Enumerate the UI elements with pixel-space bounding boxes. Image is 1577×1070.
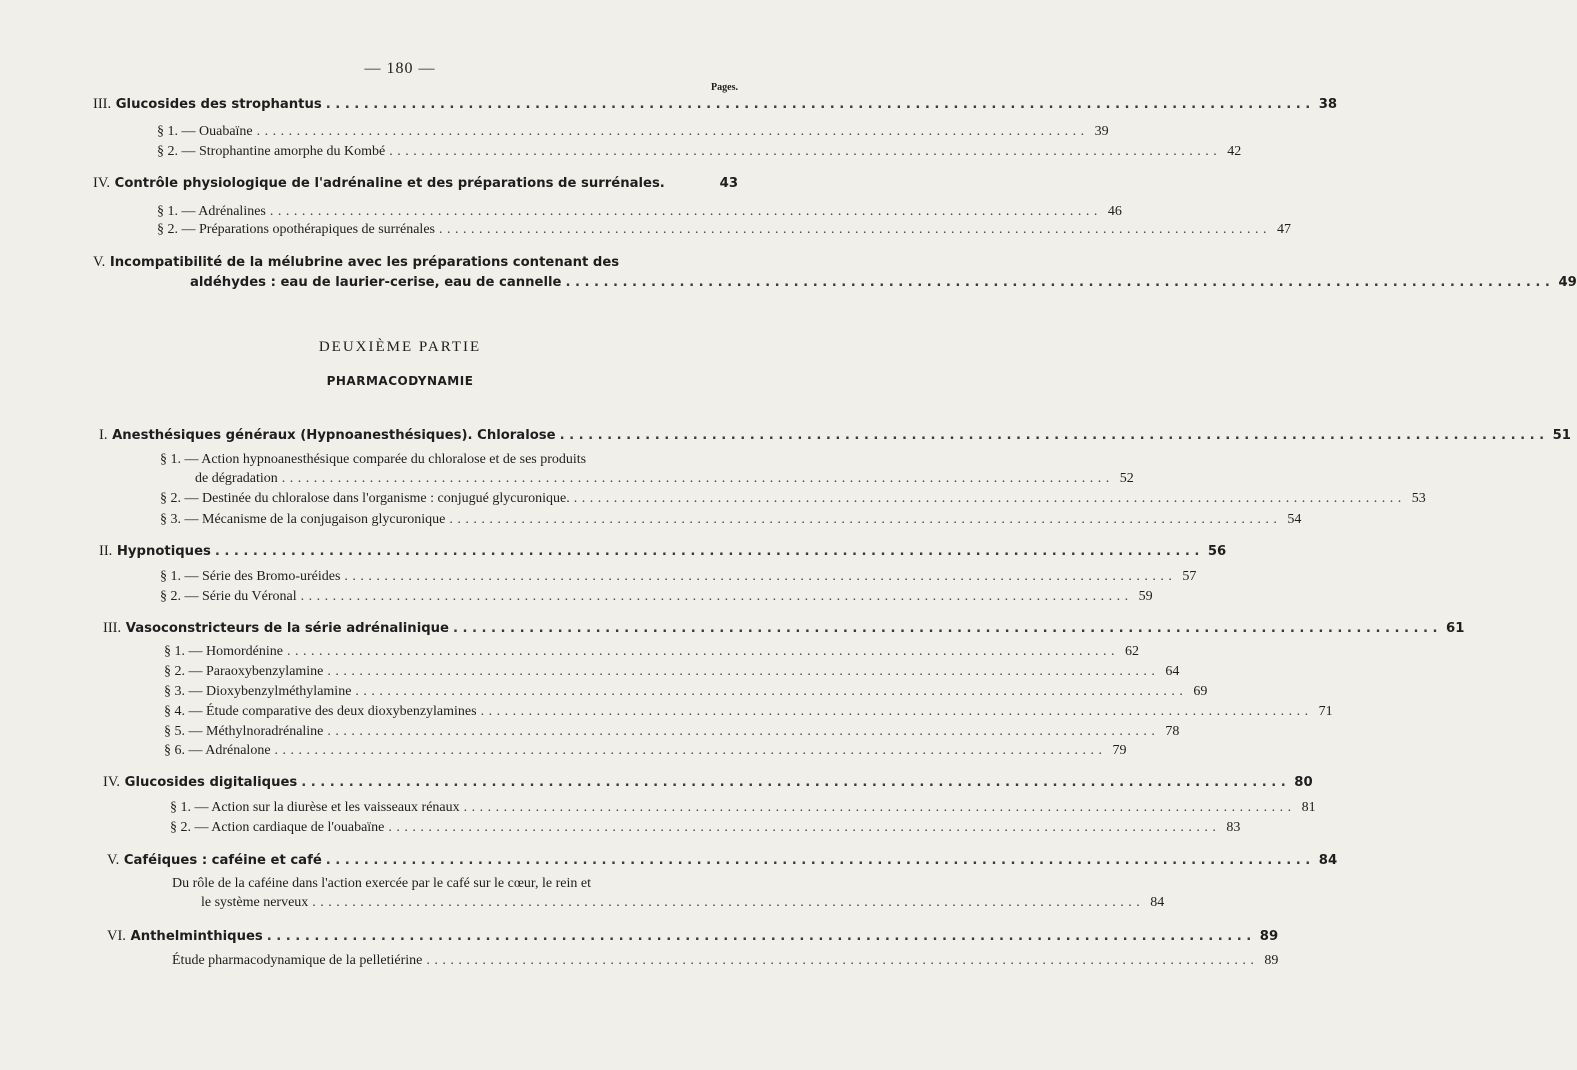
subsection-label: § 1. — Homordénine — [164, 644, 283, 659]
page-ref: 89 — [1259, 929, 1279, 944]
toc-subsection-continuation — [195, 469, 1134, 489]
toc-subsection — [157, 122, 1109, 142]
toc-subsection — [160, 567, 1197, 587]
page-ref: 84 — [1318, 853, 1338, 868]
subsection-label: § 2. — Série du Véronal — [160, 589, 297, 604]
subsection-label: § 1. — Action hypnoanesthésique comparée du chloralose et de ses produits — [160, 452, 587, 467]
section-title: Glucosides des strophantus — [115, 97, 322, 112]
page-ref: 43 — [719, 176, 738, 191]
leader-dots: ........................................................................................................ — [256, 124, 1089, 139]
leader-dots: ........................................................................................................ — [463, 800, 1296, 815]
subsection-label: § 1. — Série des Bromo-uréides — [160, 569, 341, 584]
subsection-label-continued: de dégradation — [195, 471, 278, 486]
page-ref: 69 — [1193, 684, 1208, 699]
toc-subsection — [170, 818, 1241, 838]
toc-section-continuation — [190, 273, 1577, 293]
subsection-label: § 2. — Strophantine amorphe du Kombé — [157, 144, 386, 159]
page-ref: 64 — [1165, 664, 1180, 679]
page-ref: 80 — [1294, 775, 1313, 790]
toc-subsection — [160, 489, 1426, 509]
leader-dots: ........................................................................................................ — [266, 929, 1256, 944]
page-ref: 42 — [1227, 144, 1242, 159]
subsection-label: Étude pharmacodynamique de la pelletiérine — [172, 953, 423, 968]
toc-section-incompatibility: V. Incompatibilité de la mélubrine avec les préparations contenant des — [93, 254, 620, 270]
section-title: Caféiques : caféine et café — [123, 853, 322, 868]
page-ref: 39 — [1094, 124, 1109, 139]
leader-dots: ........................................................................................................ — [274, 743, 1107, 758]
leader-dots: ........................................................................................................ — [565, 275, 1555, 290]
toc-subsection — [164, 642, 1139, 662]
page-ref: 71 — [1318, 704, 1333, 719]
leader-dots: ........................................................................................................ — [426, 953, 1259, 968]
part-subtitle: PHARMACODYNAMIE — [326, 374, 474, 388]
leader-dots: ........................................................................................................ — [325, 853, 1315, 868]
leader-dots: ........................................................................................................ — [559, 428, 1549, 443]
part-title: DEUXIÈME PARTIE — [318, 339, 482, 355]
leader-dots: ........................................................................................................ — [438, 222, 1271, 237]
leader-dots: ........................................................................................................ — [573, 491, 1406, 506]
leader-dots: ........................................................................................................ — [325, 97, 1315, 112]
page-ref: 38 — [1318, 97, 1338, 112]
page-ref: 52 — [1119, 471, 1134, 486]
toc-section-hypnotics: II. Hypnotiques ........................................................................................................ 56 — [99, 541, 738, 561]
toc-subsection — [160, 510, 1302, 530]
toc-subsection-continuation — [201, 893, 1165, 913]
leader-dots: ........................................................................................................ — [301, 775, 1291, 790]
toc-subsection — [157, 142, 1242, 162]
toc-section-adrenaline-control: IV. Contrôle physiologique de l'adrénaline et des préparations de surrénales. 43 — [93, 173, 738, 193]
subsection-label: § 2. — Préparations opothérapiques de surrénales — [157, 222, 435, 237]
pages-column-label: Pages. — [711, 82, 738, 93]
section-title: Hypnotiques — [116, 544, 211, 559]
leader-dots: ........................................................................................................ — [327, 724, 1160, 739]
subsection-label: § 5. — Méthylnoradrénaline — [164, 724, 324, 739]
page-ref: 57 — [1182, 569, 1197, 584]
subsection-label: § 1. — Ouabaïne — [157, 124, 253, 139]
toc-subsection — [170, 798, 1316, 818]
page-ref: 49 — [1558, 275, 1577, 290]
leader-dots: ........................................................................................................ — [388, 820, 1221, 835]
subsection-label: § 2. — Paraoxybenzylamine — [164, 664, 324, 679]
subsection-label: § 2. — Destinée du chloralose dans l'organisme : conjugué glycuronique. — [160, 491, 570, 506]
toc-subsection — [164, 682, 1208, 702]
toc-subsection — [164, 702, 1333, 722]
page-ref: 47 — [1276, 222, 1291, 237]
page-ref: 84 — [1150, 895, 1165, 910]
section-title: Glucosides digitaliques — [124, 775, 298, 790]
page-ref: 78 — [1165, 724, 1180, 739]
section-title: Anesthésiques généraux (Hypnoanesthésiques). Chloralose — [112, 428, 556, 443]
page-ref: 79 — [1112, 743, 1127, 758]
leader-dots: ........................................................................................................ — [286, 644, 1119, 659]
page-number: — 180 — — [364, 60, 436, 77]
page-ref: 56 — [1207, 544, 1227, 559]
toc-subsection — [172, 951, 1279, 971]
toc-subsection — [157, 202, 1122, 222]
leader-dots: ........................................................................................................ — [327, 664, 1160, 679]
page-ref: 62 — [1124, 644, 1139, 659]
page-ref: 81 — [1301, 800, 1316, 815]
toc-section-strophantus: III. Glucosides des strophantus ........................................................................................................ 38 — [93, 94, 738, 114]
toc-subsection — [164, 722, 1180, 742]
leader-dots: ........................................................................................................ — [449, 512, 1282, 527]
page-ref: 61 — [1446, 621, 1465, 636]
page-ref: 53 — [1411, 491, 1426, 506]
leader-dots: ........................................................................................................ — [269, 204, 1102, 219]
toc-subsection — [164, 662, 1180, 682]
subsection-label: § 3. — Dioxybenzylméthylamine — [164, 684, 352, 699]
leader-dots: ........................................................................................................ — [344, 569, 1177, 584]
subsection-label-continued: le système nerveux — [201, 895, 309, 910]
toc-subsection — [160, 587, 1153, 607]
toc-section-digitalis: IV. Glucosides digitaliques ........................................................................................................ 80 — [103, 772, 738, 792]
toc-section-anesthetics: I. Anesthésiques généraux (Hypnoanesthésiques). Chloralose ........................................................................................................ 51 — [99, 425, 738, 445]
toc-section-anthelmintics: VI. Anthelminthiques ........................................................................................................ 89 — [107, 926, 738, 946]
section-title: Vasoconstricteurs de la série adrénalinique — [125, 621, 449, 636]
subsection-label: § 6. — Adrénalone — [164, 743, 271, 758]
section-title: Incompatibilité de la mélubrine avec les préparations contenant des — [109, 255, 620, 270]
section-title-continued: aldéhydes : eau de laurier-cerise, eau de cannelle — [190, 275, 562, 290]
leader-dots: ........................................................................................................ — [300, 589, 1133, 604]
page-ref: 83 — [1226, 820, 1241, 835]
page-ref: 51 — [1552, 428, 1571, 443]
subsection-label: § 1. — Action sur la diurèse et les vaisseaux rénaux — [170, 800, 460, 815]
page-ref: 89 — [1264, 953, 1279, 968]
leader-dots: ........................................................................................................ — [355, 684, 1188, 699]
page-ref: 54 — [1287, 512, 1302, 527]
leader-dots: ........................................................................................................ — [480, 704, 1313, 719]
toc-subsection — [164, 741, 1127, 761]
toc-subsection — [160, 450, 586, 470]
section-title: Anthelminthiques — [130, 929, 263, 944]
leader-dots: ........................................................................................................ — [312, 895, 1145, 910]
page-ref: 46 — [1107, 204, 1122, 219]
subsection-label: § 2. — Action cardiaque de l'ouabaïne — [170, 820, 385, 835]
section-title: Contrôle physiologique de l'adrénaline et des préparations de surrénales. — [114, 176, 665, 191]
toc-section-vasoconstrictors: III. Vasoconstricteurs de la série adrénalinique ........................................................................................................ 61 — [103, 618, 738, 638]
leader-dots: ........................................................................................................ — [389, 144, 1222, 159]
toc-subsection — [172, 874, 591, 894]
toc-section-caffeine: V. Caféiques : caféine et café ........................................................................................................ 84 — [107, 850, 738, 870]
leader-dots: ........................................................................................................ — [453, 621, 1443, 636]
subsection-label: § 4. — Étude comparative des deux dioxybenzylamines — [164, 704, 477, 719]
page-ref: 59 — [1138, 589, 1153, 604]
leader-dots: ........................................................................................................ — [214, 544, 1204, 559]
toc-subsection — [157, 220, 1291, 240]
leader-dots: ........................................................................................................ — [281, 471, 1114, 486]
subsection-label: § 3. — Mécanisme de la conjugaison glycuronique — [160, 512, 446, 527]
subsection-label: § 1. — Adrénalines — [157, 204, 266, 219]
subsection-label: Du rôle de la caféine dans l'action exercée par le café sur le cœur, le rein et — [172, 876, 592, 891]
